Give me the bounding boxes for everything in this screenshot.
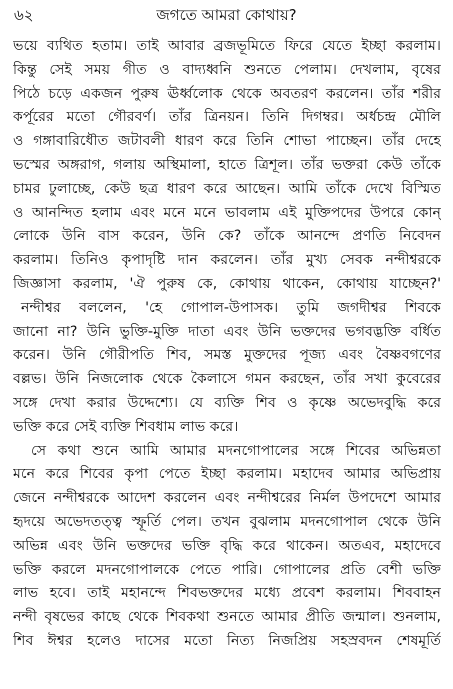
text-line: ভক্তি করলে মদনগোপালকে পেতে পারি। গোপালের প্রতি বেশী ভক্তি	[13, 561, 441, 578]
text-line: লোকে উনি বাস করেন, উনি কে? তাঁকে আনন্দে প্রণতি নিবেদন	[13, 228, 441, 245]
text-line: নন্দী বৃষভের কাছে থেকে শিবকথা শুনতে আমার প্রীতি জন্মাল। শুনলাম,	[13, 609, 441, 626]
text-line: চামর ঢুলাচ্ছে, কেউ ছত্র ধারণ করে আছেন। আমি তাঁকে দেখে বিস্মিত	[13, 180, 441, 197]
text-line: ভক্তি করে সেই ব্যক্তি শিবধাম লাভ করে।	[13, 418, 239, 435]
text-line: করলাম। তিনিও কৃপাদৃষ্টি দান করলেন। তাঁর মুখ্য সেবক নন্দীশ্বরকে	[13, 252, 441, 269]
text-line: করেন। উনি গৌরীপতি শিব, সমস্ত মুক্তদের পূজ্য এবং বৈষ্ণবগণের	[13, 347, 441, 364]
text-line: ভয়ে ব্যথিত হতাম। তাই আবার ব্রজভূমিতে ফিরে যেতে ইচ্ছা করলাম।	[13, 38, 441, 54]
text-line: শিব ঈশ্বর হলেও দাসের মতো নিত্য নিজপ্রিয় সহস্রবদন শেষমূর্তি	[13, 632, 441, 649]
text-line: বল্লভ। উনি নিজলোক থেকে কৈলাসে গমন করছেন, তাঁর সখা কুবেরের	[13, 371, 441, 388]
text-line: জেনে নন্দীশ্বরকে আদেশ করলেন এবং নন্দীশ্বরের নির্মল উপদেশে আমার	[13, 490, 441, 507]
text-line: সে কথা শুনে আমি আমার মদনগোপালের সঙ্গে শিবের অভিন্নতা	[31, 442, 441, 459]
text-line: অভিন্ন এবং উনি ভক্তদের ভক্তি বৃদ্ধি করে থাকেন। অতএব, মহাদেবে	[13, 537, 441, 554]
text-line: জানো না? উনি ভুক্তি-মুক্তি দাতা এবং উনি ভক্তদের ভগবদ্ভক্তি বর্ধিত	[13, 323, 441, 340]
page-header	[12, 4, 441, 28]
running-title: জগতে আমরা কোথায়?	[156, 6, 297, 24]
text-line: ভস্মের অঙ্গরাগ, গলায় অস্থিমালা, হাতে ত্রিশূল। তাঁর ভক্তরা কেউ তাঁকে	[13, 156, 441, 173]
text-line: ও আনন্দিত হলাম এবং মনে মনে ভাবলাম এই মুক্তিপদের উপরে কোন্	[13, 204, 441, 221]
text-line: লাভ হবে। তাই মহানন্দে শিবভক্তদের মধ্যে প্রবেশ করলাম। শিববাহন	[13, 585, 441, 602]
text-line: জিজ্ঞাসা করলাম, 'ঐ পুরুষ কে, কোথায় থাকেন, কোথায় যাচ্ছেন?'	[13, 275, 441, 292]
page-number: ৬২	[14, 6, 34, 24]
text-line: হৃদয়ে অভেদতত্ত্ব স্ফূর্তি পেল। তখন বুঝলাম মদনগোপাল থেকে উনি	[13, 513, 441, 530]
text-line: ও গঙ্গাবারিধৌত জটাবলী ধারণ করে তিনি শোভা পাচ্ছেন। তাঁর দেহে	[13, 133, 441, 150]
text-line: নন্দীশ্বর বললেন, 'হে গোপাল-উপাসক। তুমি জগদীশ্বর শিবকে	[21, 299, 441, 316]
text-line: কিন্তু সেই সময় গীত ও বাদ্যধ্বনি শুনতে পেলাম। দেখলাম, বৃষের	[13, 61, 441, 78]
text-line: মনে করে শিবের কৃপা পেতে ইচ্ছা করলাম। মহাদেব আমার অভিপ্রায়	[13, 466, 441, 483]
body-text	[13, 35, 441, 654]
text-line: কর্পূরের মতো গৌরবর্ণ। তাঁর ত্রিনয়ন। তিনি দিগম্বর। অর্ধচন্দ্র মৌলি	[13, 109, 441, 126]
text-line: পিঠে চড়ে একজন পুরুষ ঊর্ধ্বলোক থেকে অবতরণ করলেন। তাঁর শরীর	[13, 85, 441, 102]
text-line: সঙ্গে দেখা করার উদ্দেশ্যে। যে ব্যক্তি শিব ও কৃষ্ণে অভেদবুদ্ধি করে	[13, 394, 441, 411]
